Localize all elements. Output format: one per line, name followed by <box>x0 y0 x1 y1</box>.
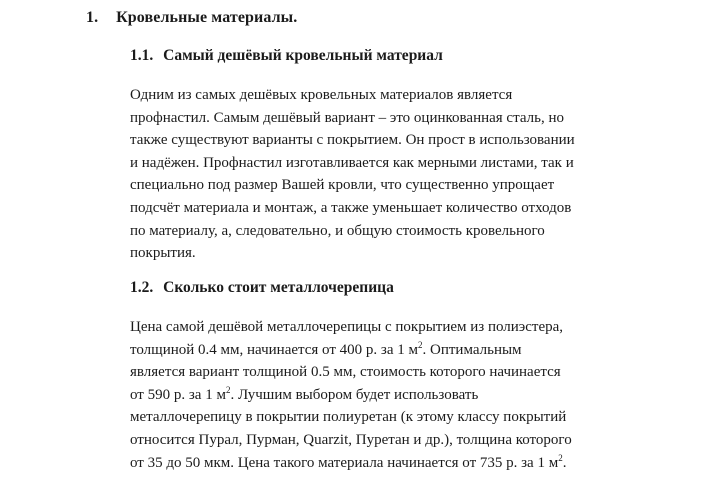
paragraph-line <box>130 384 620 407</box>
superscript: 2 <box>225 384 231 395</box>
paragraph-line <box>130 339 620 362</box>
paragraph-line: профнастил. Самым дешёвый вариант – это оцинкованная сталь, но <box>130 109 564 126</box>
paragraph-2 <box>130 316 620 474</box>
line-text: относится Пурал, Пурман, Quarzit, Пуретан и др.), толщина которого <box>130 431 572 448</box>
paragraph-line: специально под размер Вашей кровли, что существенно упрощает <box>130 177 555 194</box>
subsection-title: Самый дешёвый кровельный материал <box>163 47 443 64</box>
paragraph-line: подсчёт материала и монтаж, а также уменьшает количество отходов <box>130 199 572 216</box>
line-text: от 35 до 50 мкм. Цена такого материала начинается от 735 р. за 1 м <box>130 454 559 471</box>
superscript: 2 <box>418 339 423 350</box>
paragraph-line: по материалу, а, следовательно, и общую стоимость кровельного <box>130 222 545 239</box>
section-heading <box>86 9 297 27</box>
paragraph-line <box>130 316 620 339</box>
superscript: 2 <box>558 452 563 463</box>
paragraph-line <box>130 361 620 384</box>
subsection-heading-1 <box>130 47 443 65</box>
subsection-number: 1.1. <box>130 47 154 64</box>
line-text: является вариант толщиной 0.5 мм, стоимость которого начинается <box>130 364 561 381</box>
line-text-after: . <box>562 454 567 471</box>
line-text-after: . Оптимальным <box>422 341 522 358</box>
section-number: 1. <box>86 9 99 26</box>
line-text: от 590 р. за 1 м <box>130 386 226 403</box>
paragraph-line <box>130 406 620 429</box>
paragraph-line: покрытия. <box>130 245 196 262</box>
paragraph-line <box>130 429 620 452</box>
subsection-title: Сколько стоит металлочерепица <box>163 279 394 296</box>
line-text-after: . Лучшим выбором будет использовать <box>230 386 479 403</box>
subsection-number: 1.2. <box>130 279 154 296</box>
paragraph-line <box>130 452 620 475</box>
section-title: Кровельные материалы. <box>116 9 298 26</box>
paragraph-line: Одним из самых дешёвых кровельных материалов является <box>130 87 513 103</box>
paragraph-1 <box>130 84 620 265</box>
paragraph-line: также существуют варианты с покрытием. Он прост в использовании <box>130 132 575 149</box>
line-text: металлочерепицу в покрытии полиуретан (к этому классу покрытий <box>130 409 567 426</box>
line-text: толщиной 0.4 мм, начинается от 400 р. за 1 м <box>130 341 418 358</box>
paragraph-line: и надёжен. Профнастил изготавливается как мерными листами, так и <box>130 154 574 171</box>
subsection-heading-2 <box>130 279 394 297</box>
line-text: Цена самой дешёвой металлочерепицы с покрытием из полиэстера, <box>130 319 564 335</box>
